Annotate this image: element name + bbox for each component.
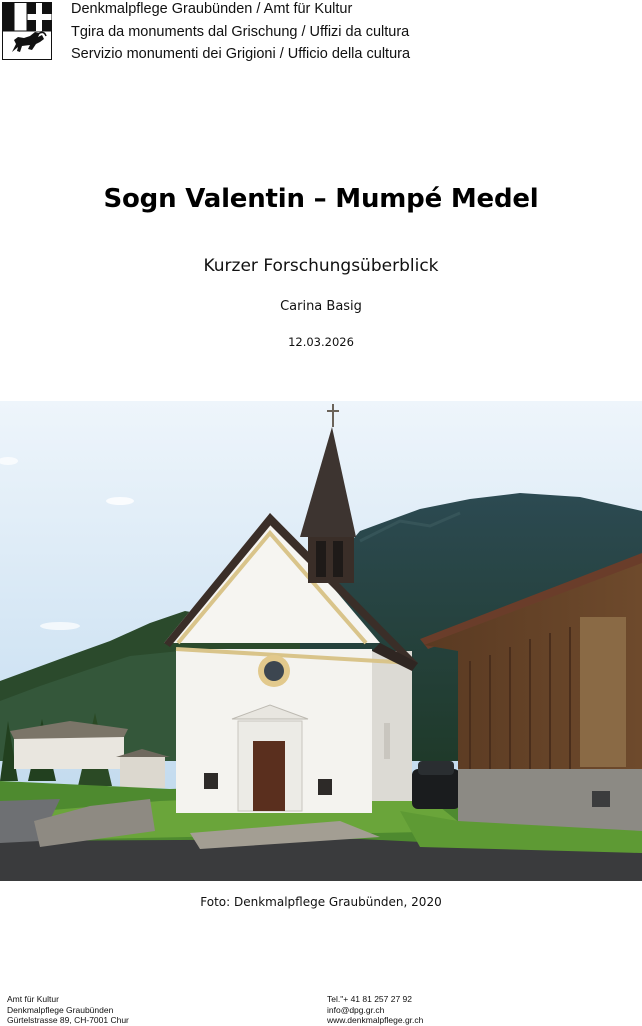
header-line-romansh: Tgira da monuments dal Grischung / Uffizi da cultura [71, 23, 410, 40]
document-title: Sogn Valentin – Mumpé Medel [103, 184, 539, 214]
footer-phone: Tel."+ 41 81 257 27 92 [327, 994, 413, 1004]
chapel-photo [0, 401, 642, 881]
header-line-german: Denkmalpflege Graubünden / Amt für Kultur [71, 1, 353, 17]
header-line-italian: Servizio monumenti dei Grigioni / Ufficio della cultura [71, 46, 411, 62]
footer-street: Gürtelstrasse 89, CH-7001 Chur [7, 1015, 129, 1025]
photo-caption: Foto: Denkmalpflege Graubünden, 2020 [200, 895, 442, 909]
footer-address [7, 994, 129, 1026]
footer-contact [327, 994, 423, 1026]
document-date: 12.03.2026 [288, 335, 354, 349]
office-header [71, 0, 410, 68]
document-subtitle: Kurzer Forschungsüberblick [203, 256, 439, 276]
footer-office: Amt für Kultur [7, 994, 59, 1004]
document-author: Carina Basig [280, 299, 362, 314]
footer-website: www.denkmalpflege.gr.ch [327, 1015, 424, 1025]
footer-email: info@dpg.gr.ch [327, 1004, 385, 1015]
graubuenden-coat-of-arms-icon [2, 2, 52, 60]
footer-department: Denkmalpflege Graubünden [7, 1004, 114, 1015]
